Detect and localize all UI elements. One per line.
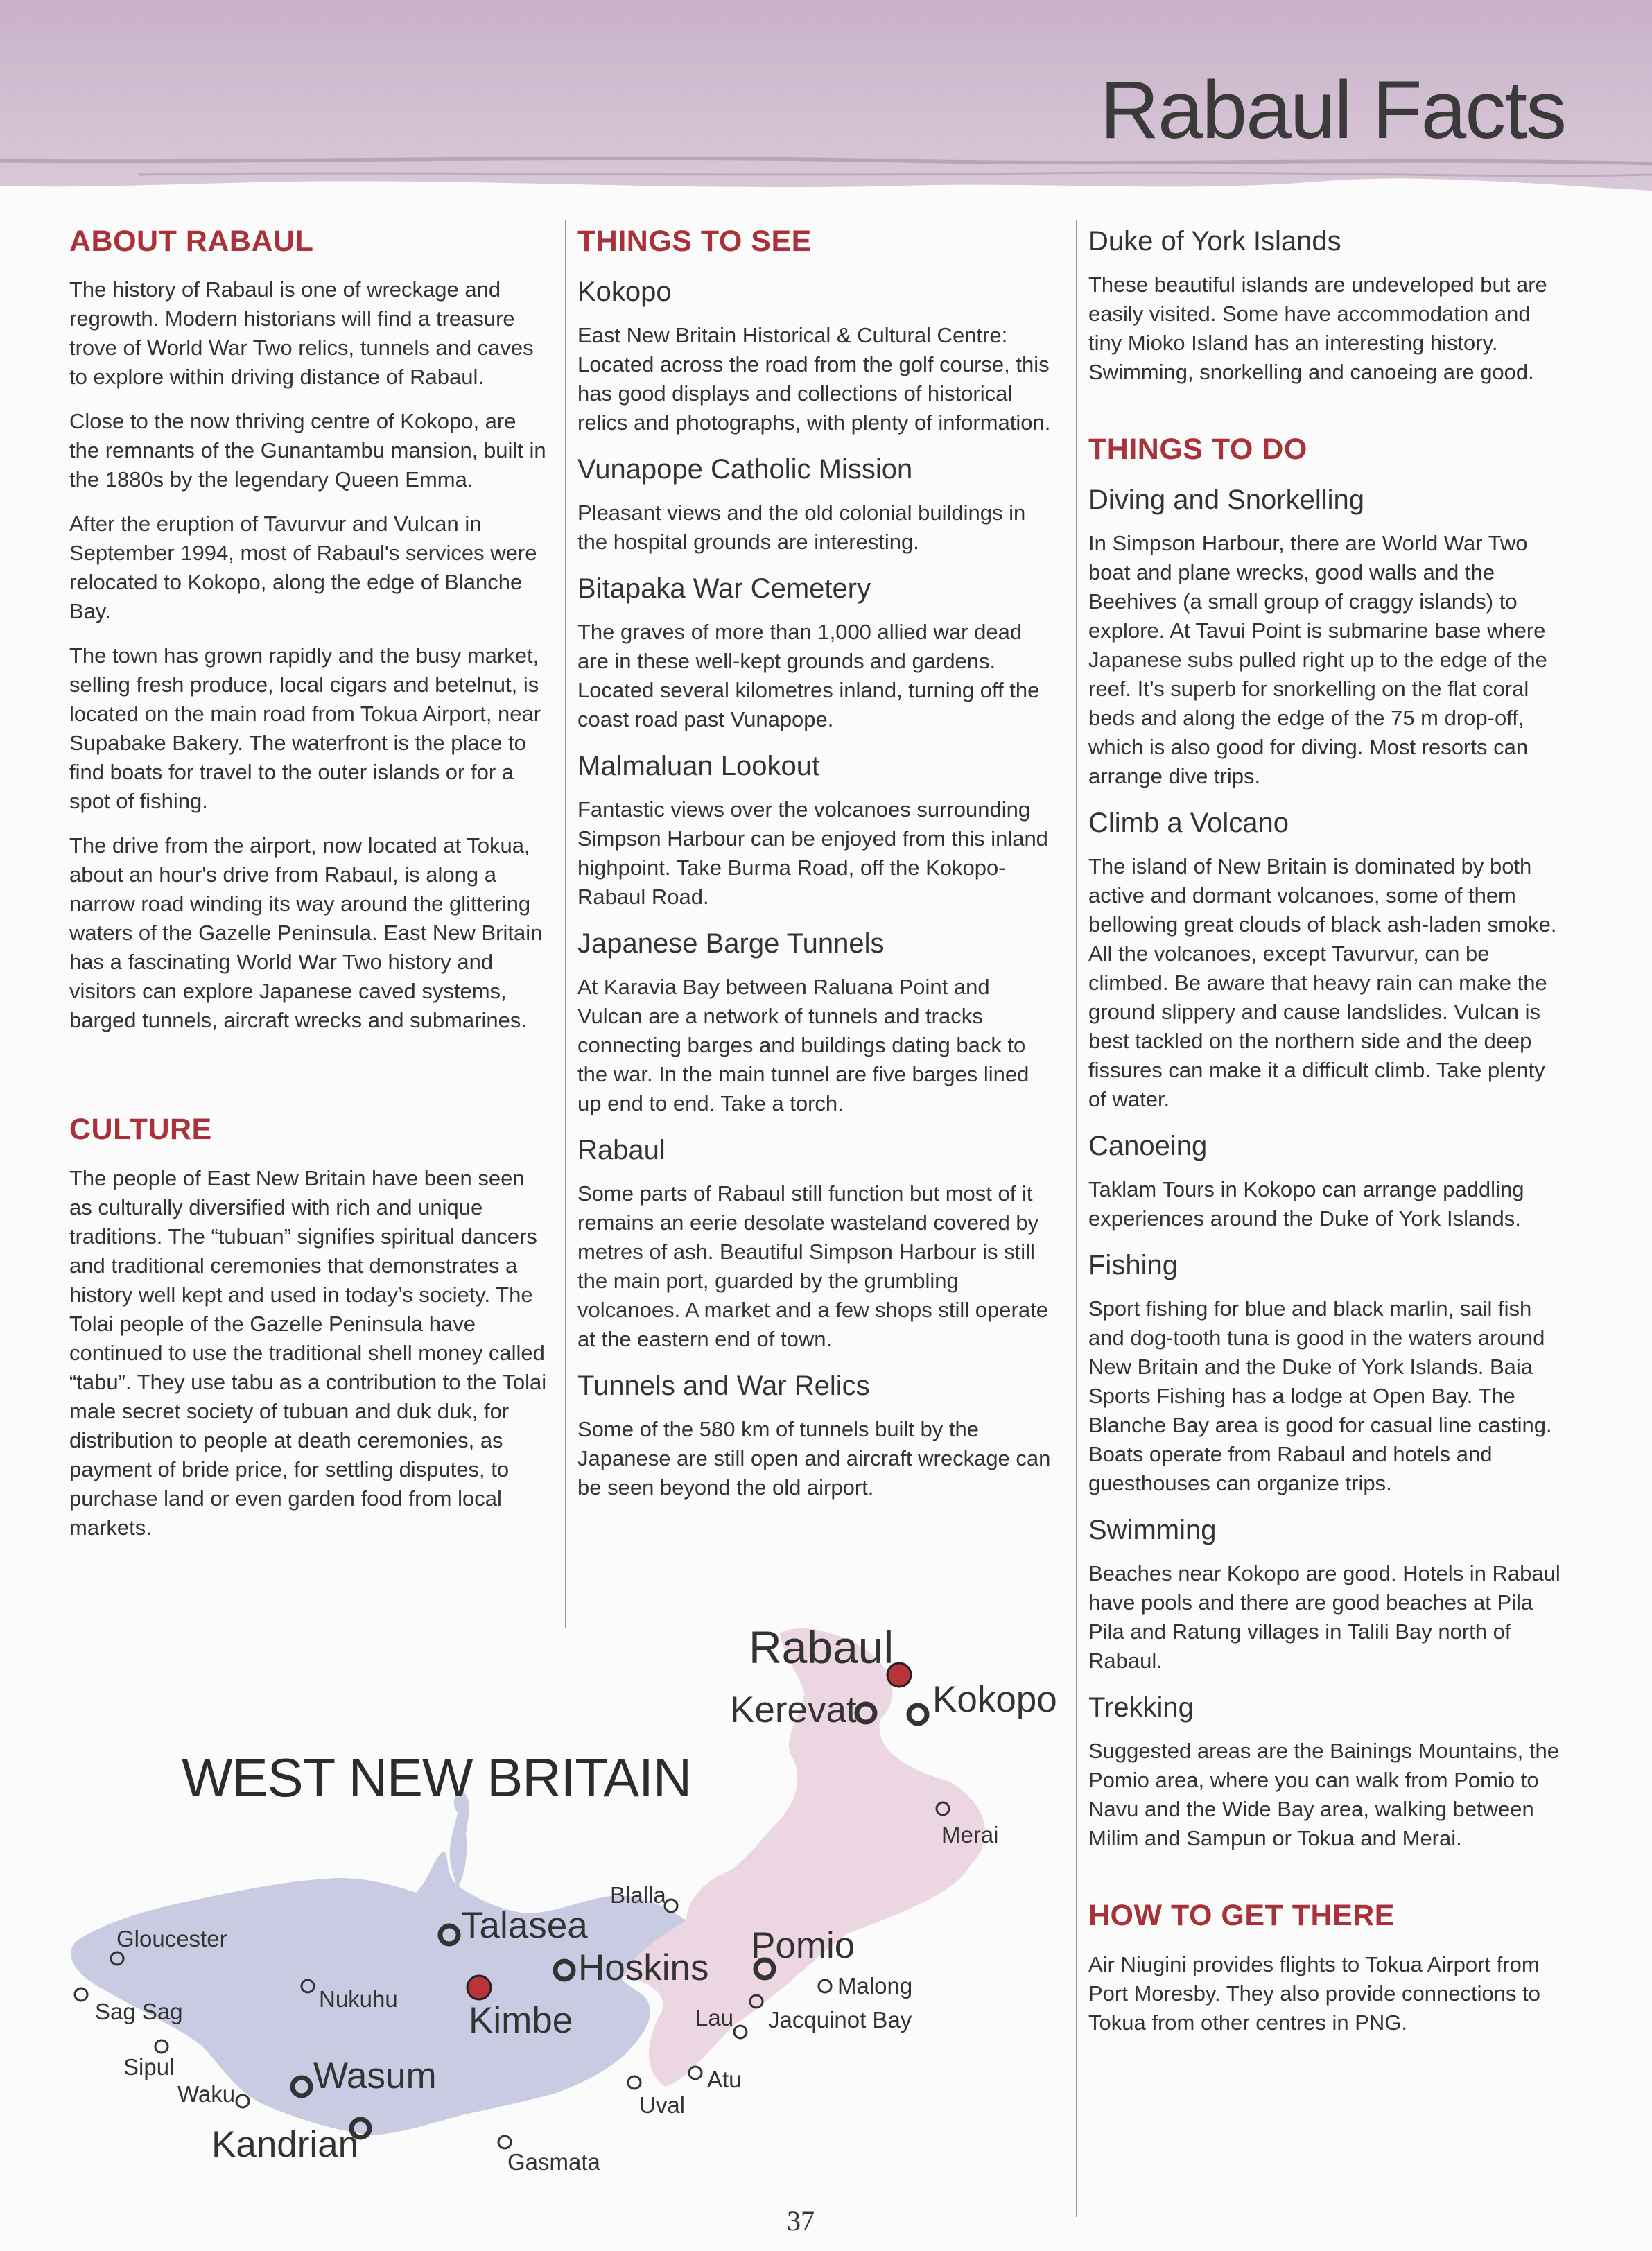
attraction-text: East New Britain Historical & Cultural Centre: Located across the road from the golf course, this has good displays and collections of historical relics and photographs, with plenty of information.	[577, 323, 1051, 435]
attraction-title: Bitapaka War Cemetery	[577, 573, 871, 605]
duke-of-york-title: Duke of York Islands	[1088, 226, 1341, 257]
how-to-get-there-text: Air Niugini provides flights to Tokua Airport from Port Moresby. They also provide connections to Tokua from other centres in PNG.	[1088, 1952, 1540, 2035]
map-label-waku: Waku	[177, 2081, 236, 2107]
map-label-blalla: Blalla	[610, 1882, 666, 1908]
map-label-talasea: Talasea	[461, 1905, 588, 1946]
column-about	[69, 215, 548, 1558]
attraction-text: Pleasant views and the old colonial buildings in the hospital grounds are interesting.	[577, 501, 1026, 555]
activity-text: Beaches near Kokopo are good. Hotels in Rabaul have pools and there are good beaches at Pila Pila and Ratung villages in Talili Bay north of Rabaul.	[1088, 1561, 1560, 1674]
map-label-kokopo: Kokopo	[932, 1679, 1057, 1720]
map-label-rabaul: Rabaul	[749, 1622, 894, 1673]
activity-text: Taklam Tours in Kokopo can arrange paddling experiences around the Duke of York Islands.	[1088, 1177, 1524, 1231]
map-label-kandrian: Kandrian	[211, 2124, 359, 2165]
map-label-lau: Lau	[695, 2005, 734, 2031]
section-heading-how-to-get-there: HOW TO GET THERE	[1088, 1899, 1395, 1933]
about-paragraph: The town has grown rapidly and the busy market, selling fresh produce, local cigars and betelnut, is located on the main road from Tokua Airport, near Supabake Bakery. The waterfront is the place to find boats for travel to the outer islands or for a spot of fishing.	[69, 643, 541, 814]
map-label-gloucester: Gloucester	[116, 1926, 227, 1952]
section-heading-things-to-do: THINGS TO DO	[1088, 433, 1307, 466]
page-number: 37	[787, 2205, 815, 2236]
section-heading-about: ABOUT RABAUL	[69, 225, 314, 258]
activity-title: Trekking	[1088, 1692, 1194, 1723]
attraction-title: Rabaul	[577, 1135, 666, 1166]
attraction-title: Vunapope Catholic Mission	[577, 454, 913, 485]
map-label-sipul: Sipul	[123, 2054, 175, 2080]
attraction-text: Some parts of Rabaul still function but most of it remains an eerie desolate wasteland covered by metres of ash. Beautiful Simpson Harbour is still the main port, guarded by the grumbling volcanoes. A market and a few shops still operate at the eastern end of town.	[577, 1181, 1048, 1352]
map-label-malong: Malong	[837, 1973, 913, 1999]
attraction-title: Japanese Barge Tunnels	[577, 928, 885, 959]
activity-text: The island of New Britain is dominated by both active and dormant volcanoes, some of them bellowing great clouds of black ash-laden smoke. All the volcanoes, except Tavurvur, can be climbed. Be aware that heavy rain can make the ground slippery and cause landslides. Vulcan is best tackled on the northern side and the deep fissures can make it a difficult climb. Take plenty of water.	[1088, 854, 1557, 1112]
map-label-gasmata: Gasmata	[507, 2149, 600, 2175]
activity-title: Swimming	[1088, 1515, 1217, 1546]
activity-title: Fishing	[1088, 1250, 1178, 1281]
activity-title: Canoeing	[1088, 1131, 1208, 1162]
activity-text: In Simpson Harbour, there are World War Two boat and plane wrecks, good walls and the Beehives (a small group of craggy islands) to explore. At Tavui Point is submarine base where Japanese subs pulled right up to the edge of the reef. It’s superb for snorkelling on the flat coral beds and along the edge of the 75 m drop-off, which is also good for diving. Most resorts can arrange dive trips.	[1088, 531, 1547, 789]
section-heading-culture: CULTURE	[69, 1113, 212, 1147]
map-label-hoskins: Hoskins	[578, 1947, 709, 1988]
column-divider	[565, 220, 566, 1628]
attraction-text: At Karavia Bay between Raluana Point and Vulcan are a network of tunnels and tracks connecting barges and buildings dating back to the war. In the main tunnel are five barges lined up end to end. Take a torch.	[577, 975, 1029, 1116]
map-label-kimbe: Kimbe	[469, 2000, 573, 2041]
about-paragraph: The drive from the airport, now located at Tokua, about an hour's drive from Rabaul, is along a narrow road winding its way around the glittering waters of the Gazelle Peninsula. East New Britain has a fascinating World War Two history and visitors can explore Japanese caved systems, barged tunnels, aircraft wrecks and submarines.	[69, 833, 543, 1033]
about-paragraph: After the eruption of Tavurvur and Vulcan in September 1994, most of Rabaul's services were relocated to Kokopo, along the edge of Blanche Bay.	[69, 512, 537, 624]
map-label-merai: Merai	[941, 1822, 999, 1848]
page-title: Rabaul Facts	[1099, 64, 1565, 156]
section-heading-things-to-see: THINGS TO SEE	[577, 225, 812, 258]
activity-text: Suggested areas are the Bainings Mountains, the Pomio area, where you can walk from Pomio to Navu and the Wide Bay area, walking between Milim and Sampun or Tokua and Merai.	[1088, 1739, 1560, 1851]
map-title: WEST NEW BRITAIN	[182, 1747, 692, 1808]
attraction-text: The graves of more than 1,000 allied war dead are in these well-kept grounds and gardens. Located several kilometres inland, turning off the coast road past Vunapope.	[577, 620, 1040, 732]
map-label-kerevat: Kerevat	[730, 1689, 857, 1730]
about-paragraph: The history of Rabaul is one of wreckage and regrowth. Modern historians will find a treasure trove of World War Two relics, tunnels and caves to explore within driving distance of Rabaul.	[69, 277, 534, 390]
activity-title: Climb a Volcano	[1088, 808, 1289, 839]
culture-paragraph: The people of East New Britain have been seen as culturally diversified with rich and unique traditions. The “tubuan” signifies spiritual dancers and traditional ceremonies that demonstrates a history well kept and used in today’s society. The Tolai people of the Gazelle Peninsula have continued to use the traditional shell money called “tabu”. They use tabu as a contribution to the Tolai male secret society of tubuan and duk duk, for distribution to people at death ceremonies, as payment of bride price, for settling disputes, to purchase land or even garden food from local markets.	[69, 1165, 547, 1540]
activity-title: Diving and Snorkelling	[1088, 485, 1365, 516]
map-label-pomio: Pomio	[751, 1925, 855, 1966]
duke-of-york-text: These beautiful islands are undeveloped but are easily visited. Some have accommodation and tiny Mioko Island has an interesting history. Swimming, snorkelling and canoeing are good.	[1088, 272, 1547, 384]
attraction-title: Malmaluan Lookout	[577, 751, 820, 782]
column-things-to-do	[1088, 215, 1567, 2053]
column-things-to-see	[577, 215, 1056, 1518]
map-label-nukuhu: Nukuhu	[319, 1986, 398, 2012]
map-label-atu: Atu	[707, 2067, 742, 2092]
map-label-sag-sag: Sag Sag	[95, 1999, 183, 2024]
map-label-uval: Uval	[639, 2092, 686, 2118]
attraction-text: Some of the 580 km of tunnels built by the Japanese are still open and aircraft wreckage can be seen beyond the old airport.	[577, 1417, 1051, 1500]
attraction-title: Kokopo	[577, 277, 672, 308]
about-paragraph: Close to the now thriving centre of Kokopo, are the remnants of the Gunantambu mansion, built in the 1880s by the legendary Queen Emma.	[69, 409, 546, 492]
attraction-text: Fantastic views over the volcanoes surrounding Simpson Harbour can be enjoyed from this inland highpoint. Take Burma Road, off the Kokopo-Rabaul Road.	[577, 797, 1048, 910]
attraction-title: Tunnels and War Relics	[577, 1371, 870, 1402]
map-label-jacquinot-bay: Jacquinot Bay	[768, 2007, 912, 2033]
activity-text: Sport fishing for blue and black marlin, sail fish and dog-tooth tuna is good in the waters around New Britain and the Duke of York Islands. Baia Sports Fishing has a lodge at Open Bay. The Blanche Bay area is good for casual line casting. Boats operate from Rabaul and hotels and guesthouses can organize trips.	[1088, 1296, 1552, 1496]
map-label-wasum: Wasum	[313, 2056, 437, 2096]
